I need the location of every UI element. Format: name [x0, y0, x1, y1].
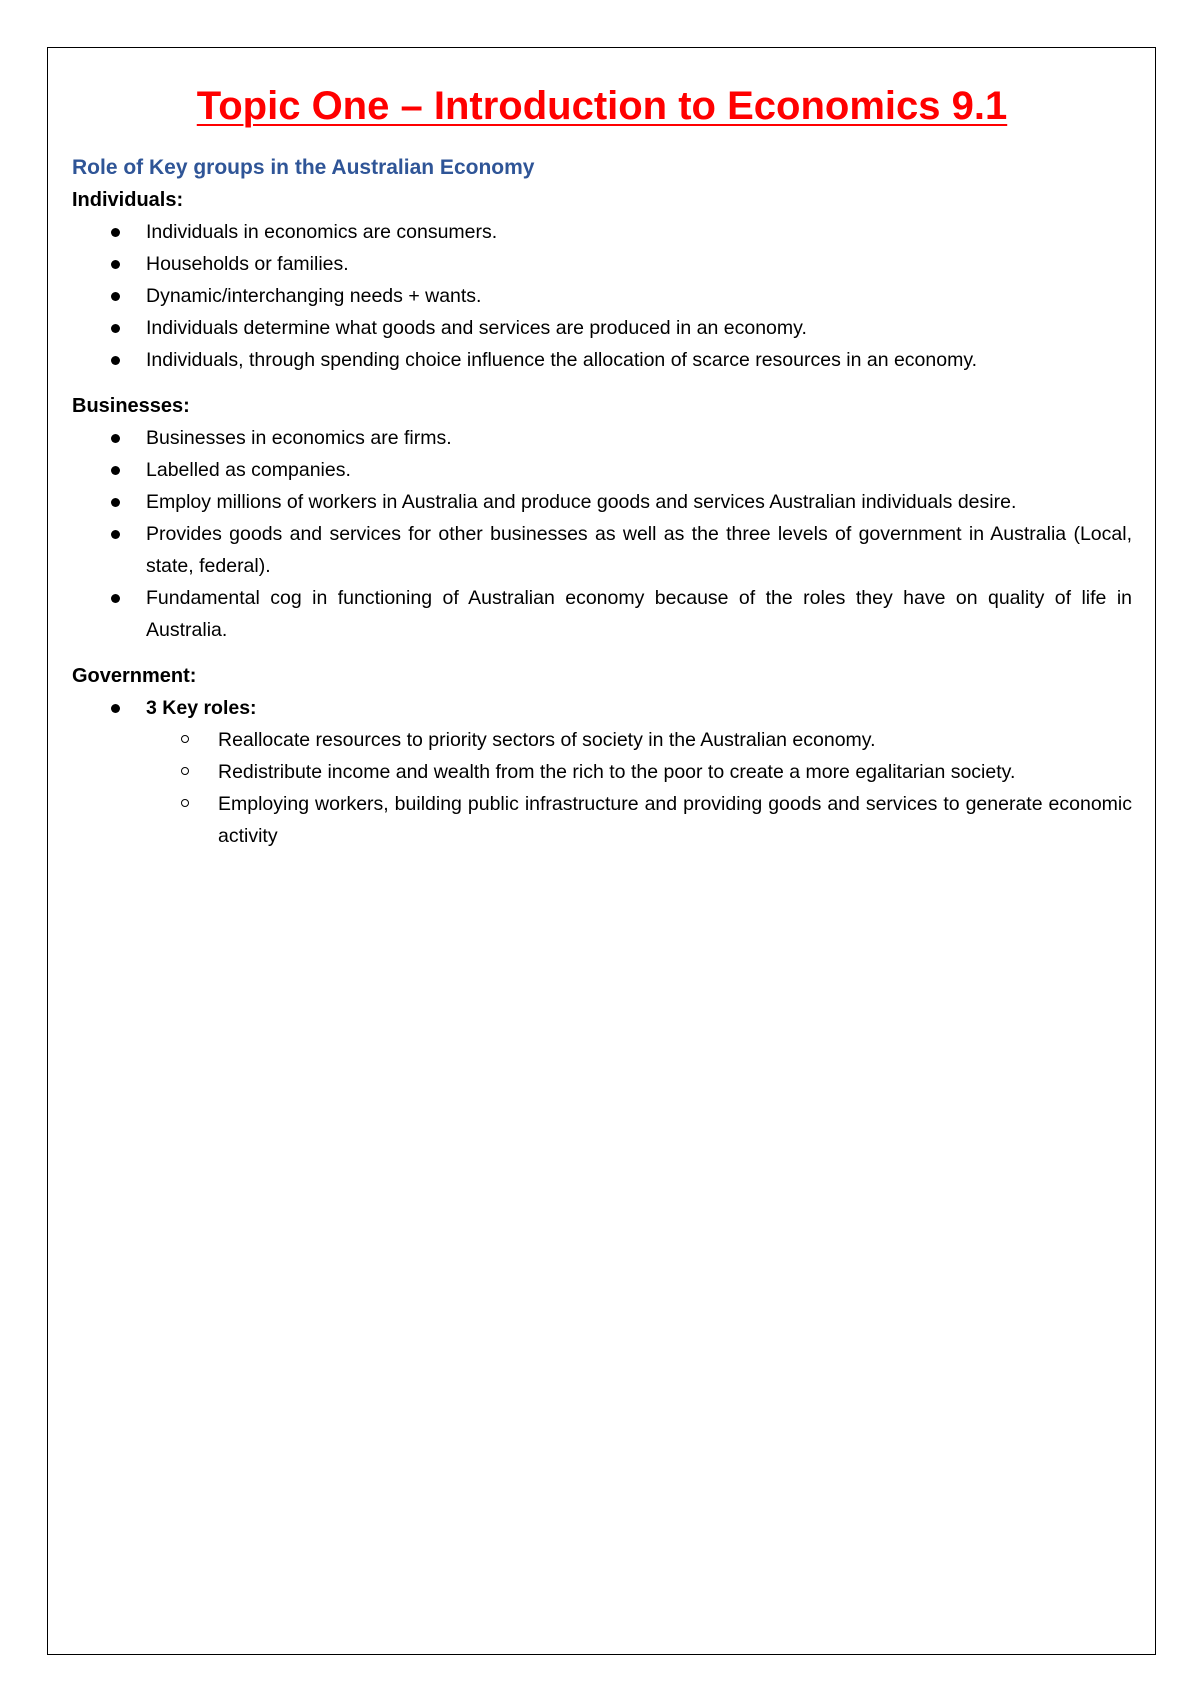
bullet-icon — [111, 356, 120, 365]
bullet-icon — [111, 466, 120, 475]
sub-list-item — [146, 724, 1132, 756]
individuals-label: Individuals: — [72, 189, 184, 211]
sub-list-item-text: Employing workers, building public infrastructure and providing goods and services to generate economic activity — [218, 793, 1132, 847]
list-item-text: Individuals, through spending choice influence the allocation of scarce resources in an economy. — [146, 349, 978, 371]
list-item — [72, 422, 1132, 454]
list-item — [72, 344, 1132, 376]
list-item — [72, 454, 1132, 486]
document-title: Topic One – Introduction to Economics 9.1 — [196, 84, 1008, 128]
government-label: Government: — [72, 665, 197, 687]
section-heading: Role of Key groups in the Australian Economy — [72, 156, 535, 179]
list-item — [72, 582, 1132, 646]
document-body — [72, 80, 1132, 852]
bullet-icon — [111, 530, 120, 539]
list-item-text: Individuals in economics are consumers. — [146, 221, 498, 243]
bullet-icon — [111, 292, 120, 301]
sub-list-item-text: Reallocate resources to priority sectors of society in the Australian economy. — [218, 729, 876, 751]
list-item — [72, 518, 1132, 582]
bullet-icon — [111, 228, 120, 237]
bullet-icon — [111, 434, 120, 443]
circle-bullet-icon — [181, 735, 189, 743]
list-item-text: Households or families. — [146, 253, 349, 275]
list-item — [72, 248, 1132, 280]
list-item — [72, 280, 1132, 312]
list-item-text: Employ millions of workers in Australia and produce goods and services Australian individuals desire. — [146, 491, 1017, 513]
list-item-text: Businesses in economics are firms. — [146, 427, 452, 449]
businesses-list — [72, 422, 1132, 646]
sub-list-item — [146, 788, 1132, 852]
bullet-icon — [111, 704, 120, 713]
list-item-text: Dynamic/interchanging needs + wants. — [146, 285, 482, 307]
businesses-label: Businesses: — [72, 395, 190, 417]
circle-bullet-icon — [181, 799, 189, 807]
list-item-text: Fundamental cog in functioning of Australian economy because of the roles they have on quality of life in Australia. — [146, 587, 1132, 641]
list-item — [72, 692, 1132, 852]
individuals-list — [72, 216, 1132, 376]
government-list — [72, 692, 1132, 852]
key-roles-label: 3 Key roles: — [146, 697, 257, 719]
list-item — [72, 312, 1132, 344]
bullet-icon — [111, 324, 120, 333]
list-item — [72, 486, 1132, 518]
bullet-icon — [111, 498, 120, 507]
key-roles-list — [146, 724, 1132, 852]
list-item-text: Provides goods and services for other businesses as well as the three levels of government in Australia (Local, state, federal). — [146, 523, 1132, 577]
circle-bullet-icon — [181, 767, 189, 775]
sub-list-item-text: Redistribute income and wealth from the rich to the poor to create a more egalitarian society. — [218, 761, 1016, 783]
sub-list-item — [146, 756, 1132, 788]
bullet-icon — [111, 594, 120, 603]
list-item — [72, 216, 1132, 248]
list-item-text: Individuals determine what goods and services are produced in an economy. — [146, 317, 807, 339]
list-item-text: Labelled as companies. — [146, 459, 351, 481]
bullet-icon — [111, 260, 120, 269]
